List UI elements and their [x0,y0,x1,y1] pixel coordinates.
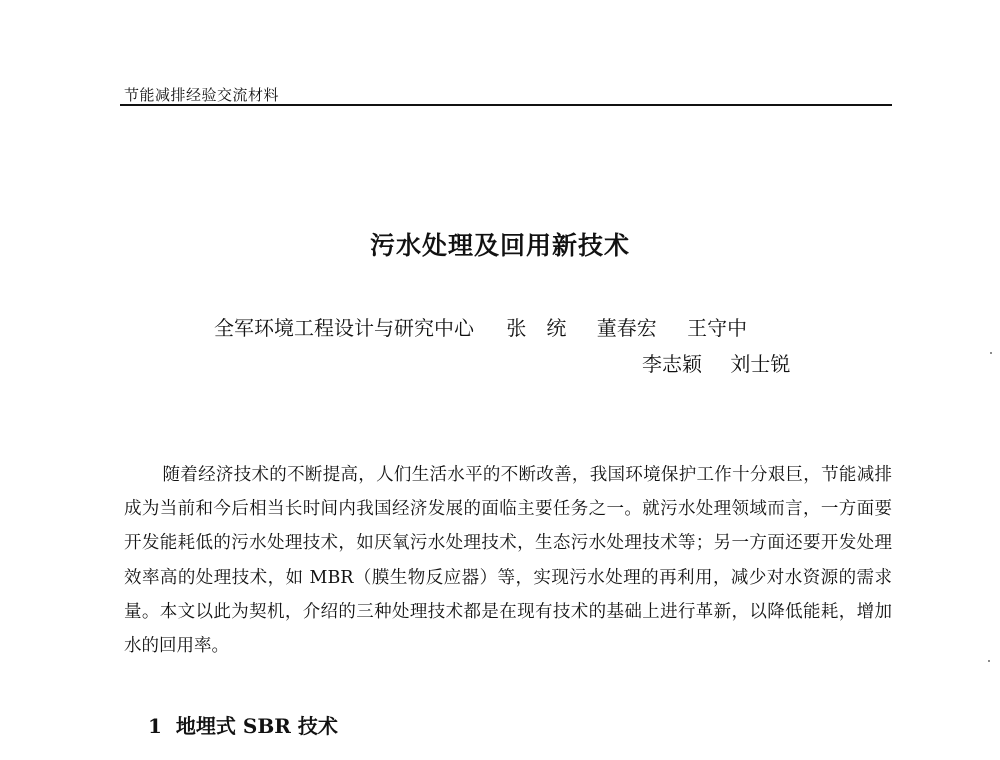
section-number: 1 [148,714,162,738]
author-name: 李志颖 [642,352,702,376]
author-name: 刘士锐 [730,352,791,376]
author-organization: 全军环境工程设计与研究中心 [214,316,474,340]
byline-continued [642,348,814,377]
header-rule [120,104,892,106]
author-name: 张 统 [506,316,567,340]
body-paragraph: 随着经济技术的不断提高，人们生活水平的不断改善，我国环境保护工作十分艰巨，节能减排成为当前和今后相当长时间内我国经济发展的面临主要任务之一。就污水处理领域而言，一方面要开发能耗低的污水处理技术，如厌氧污水处理技术，生态污水处理技术等；另一方面还要开发处理效率高的处理技术，如 MBR（膜生物反应器）等，实现污水处理的再利用，减少对水资源的需求量。本文以此为契机，介绍的三种处理技术都是在现有技术的基础上进行革新，以降低能耗，增加水的回用率。 [124,465,892,657]
author-name: 王守中 [687,316,748,340]
byline [214,312,771,341]
section-heading [148,710,338,739]
author-name: 董春宏 [596,316,657,340]
scan-speck [990,352,992,354]
section-title: 地埋式 SBR 技术 [175,714,338,738]
article-title: 污水处理及回用新技术 [369,231,630,260]
scan-speck [988,660,990,662]
running-header: 节能减排经验交流材料 [124,86,280,104]
